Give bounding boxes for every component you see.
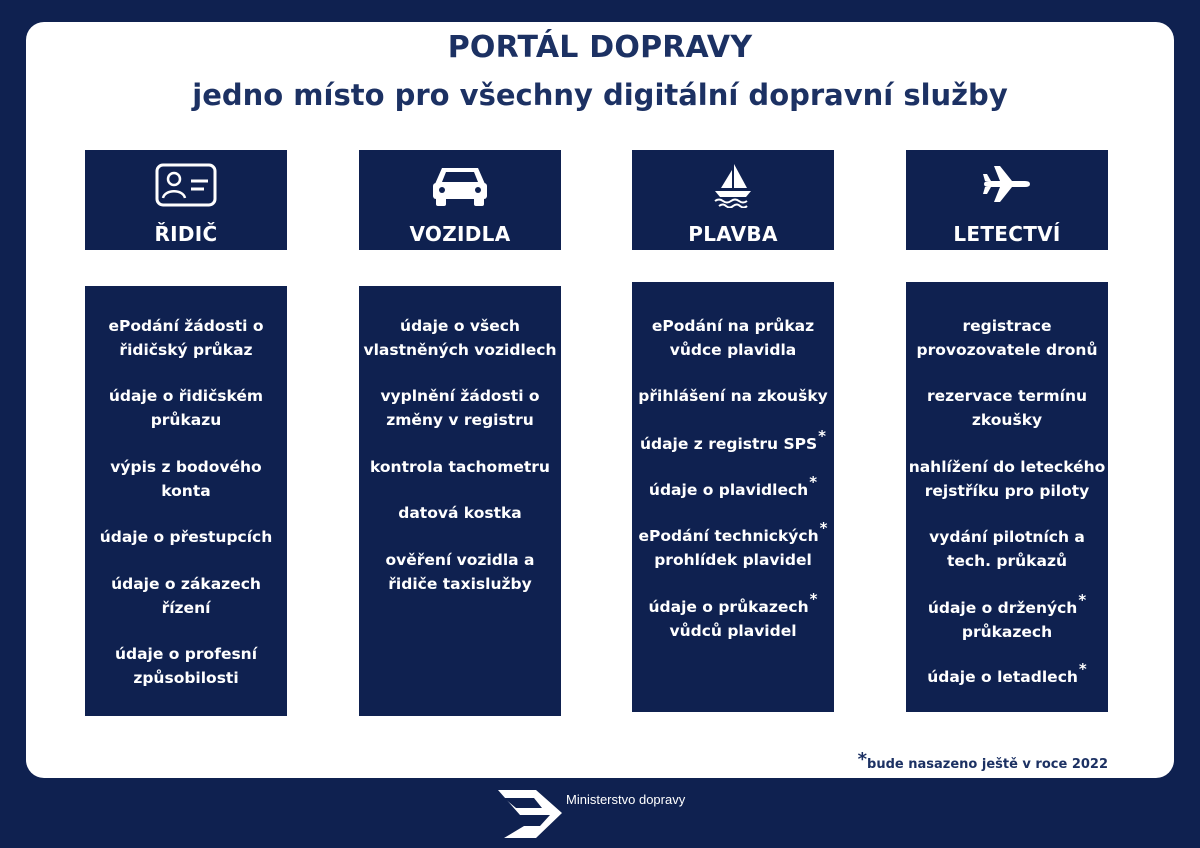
list-item[interactable]: údaje o řidičském průkazu — [108, 387, 264, 429]
list-item[interactable]: údaje o zákazech řízení — [111, 575, 261, 617]
list-item[interactable]: rezervace termínu zkoušky — [926, 387, 1088, 429]
list-item[interactable]: údaje o letadlech* — [927, 660, 1087, 686]
ministry-arrow-logo-icon — [496, 786, 566, 842]
list-item[interactable]: údaje o všech vlastněných vozidlech — [363, 317, 557, 359]
category-label: ŘIDIČ — [154, 222, 218, 246]
list-item[interactable]: ePodání technických* prohlídek plavidel — [638, 519, 828, 569]
list-item[interactable]: ePodání na průkaz vůdce plavidla — [651, 317, 815, 359]
category-label: VOZIDLA — [409, 222, 511, 246]
services-list-plavba — [632, 282, 834, 712]
asterisk: * — [809, 473, 818, 491]
list-item[interactable]: údaje o držených* průkazech — [927, 591, 1087, 641]
airplane-icon — [906, 160, 1108, 210]
footnote — [857, 749, 1108, 773]
page-subtitle: jedno místo pro všechny digitální dopravní služby — [192, 78, 1008, 112]
list-item[interactable]: ověření vozidla a řidiče taxislužby — [385, 551, 535, 593]
list-item[interactable]: údaje o profesní způsobilosti — [114, 645, 258, 687]
sailboat-icon — [632, 160, 834, 210]
services-list-letectvi — [906, 282, 1108, 712]
page-title: PORTÁL DOPRAVY — [447, 30, 753, 65]
list-item[interactable]: datová kostka — [398, 504, 522, 522]
list-item[interactable]: ePodání žádosti o řidičský průkaz — [108, 317, 264, 359]
list-item[interactable]: výpis z bodového konta — [110, 458, 262, 500]
list-item[interactable]: registrace provozovatele dronů — [916, 317, 1098, 359]
category-letectvi[interactable] — [906, 150, 1108, 250]
category-vozidla[interactable] — [359, 150, 561, 250]
list-item[interactable]: údaje o plavidlech* — [648, 473, 818, 499]
list-item[interactable]: údaje o průkazech* vůdců plavidel — [648, 590, 818, 640]
list-item[interactable]: nahlížení do leteckého rejstříku pro piloty — [908, 458, 1106, 500]
list-item[interactable]: kontrola tachometru — [370, 458, 550, 476]
list-item[interactable]: přihlášení na zkoušky — [638, 387, 828, 405]
asterisk: * — [819, 519, 828, 537]
list-item[interactable]: údaje z registru SPS* — [639, 427, 827, 453]
category-ridic[interactable] — [85, 150, 287, 250]
car-icon — [359, 160, 561, 210]
asterisk: * — [1078, 591, 1087, 609]
list-item[interactable]: vyplnění žádosti o změny v registru — [380, 387, 540, 429]
services-list-ridic — [85, 286, 287, 716]
asterisk: * — [1078, 660, 1087, 678]
asterisk: * — [809, 590, 818, 608]
list-item[interactable]: údaje o přestupcích — [99, 528, 273, 546]
asterisk: * — [818, 427, 827, 445]
list-item[interactable]: vydání pilotních a tech. průkazů — [929, 528, 1085, 570]
services-list-vozidla — [359, 286, 561, 716]
category-label: LETECTVÍ — [953, 222, 1061, 246]
footnote-star: * — [857, 749, 868, 770]
category-label: PLAVBA — [688, 222, 778, 246]
footnote-text: bude nasazeno ještě v roce 2022 — [867, 757, 1108, 772]
ministry-name: Ministerstvo dopravy — [566, 792, 686, 807]
id-card-icon — [85, 160, 287, 210]
category-plavba[interactable] — [632, 150, 834, 250]
